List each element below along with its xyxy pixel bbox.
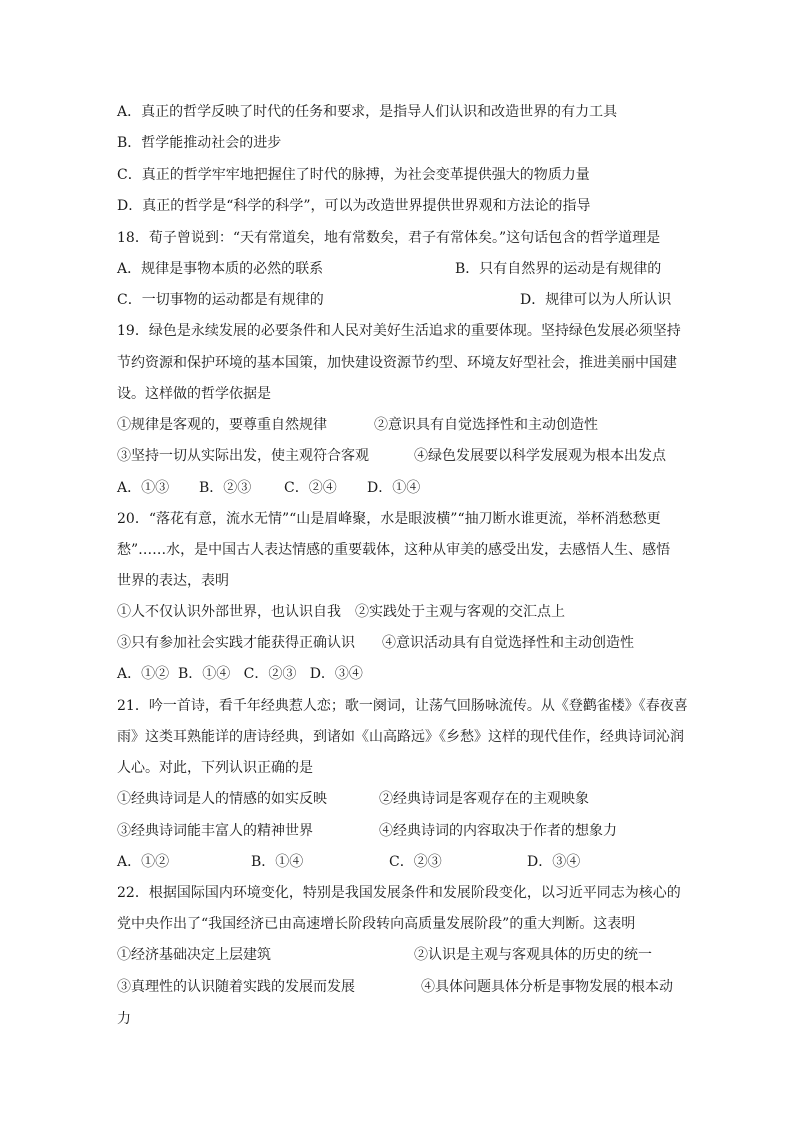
q18-option-d: D．规律可以为人所认识 — [520, 292, 672, 308]
q21-option-a: A．①② — [117, 854, 170, 870]
q19-item-2: ②意识具有自觉选择性和主动创造性 — [374, 417, 598, 433]
q21-item-3: ③经典诗词能丰富人的精神世界 — [117, 823, 313, 839]
q21-option-b: B．①④ — [251, 854, 304, 870]
q19-stem-line-3: 设。这样做的哲学依据是 — [117, 386, 271, 402]
q19-stem-line-1: 19．绿色是永续发展的必要条件和人民对美好生活追求的重要体现。坚持绿色发展必须坚持 — [117, 323, 681, 339]
q22-item-1: ①经济基础决定上层建筑 — [117, 947, 271, 963]
q21-option-c: C．②③ — [389, 854, 442, 870]
q17-option-a: A．真正的哲学反映了时代的任务和要求，是指导人们认识和改造世界的有力工具 — [117, 104, 618, 120]
q19-option-a: A．①③ — [117, 480, 170, 496]
q20-stem-line-1: 20．“落花有意，流水无情”“山是眉峰聚，水是眼波横”“抽刀断水谁更流，举杯消愁愁更 — [117, 511, 661, 527]
q19-option-c: C．②④ — [284, 480, 337, 496]
q20-stem-line-2: 愁”……水，是中国古人表达情感的重要载体，这种从审美的感受出发，去感悟人生、感悟 — [117, 542, 671, 558]
q18-option-a: A．规律是事物本质的必然的联系 — [117, 261, 324, 277]
q20-item-3: ③只有参加社会实践才能获得正确认识 — [117, 635, 355, 651]
q22-stem-line-1: 22．根据国际国内环境变化，特别是我国发展条件和发展阶段变化，以习近平同志为核心的 — [117, 885, 681, 901]
q21-item-2: ②经典诗词是客观存在的主观映象 — [379, 791, 589, 807]
q21-item-1: ①经典诗词是人的情感的如实反映 — [117, 791, 327, 807]
q20-stem-line-3: 世界的表达，表明 — [117, 573, 229, 589]
q17-option-d: D．真正的哲学是“科学的科学”，可以为改造世界提供世界观和方法论的指导 — [117, 198, 591, 214]
q21-stem-line-1: 21．吟一首诗，看千年经典惹人恋；歌一阕词，让荡气回肠咏流传。从《登鹳雀楼》《春夜喜 — [117, 698, 688, 714]
q20-item-4: ④意识活动具有自觉选择性和主动创造性 — [382, 635, 634, 651]
q19-item-1: ①规律是客观的，要尊重自然规律 — [117, 417, 327, 433]
q22-item-4-continuation: 力 — [117, 1011, 131, 1027]
q22-item-4: ④具体问题具体分析是事物发展的根本动 — [421, 979, 673, 995]
q18-option-c: C．一切事物的运动都是有规律的 — [117, 292, 324, 308]
q18-stem: 18．荀子曾说到：“天有常道矣，地有常数矣，君子有常体矣。”这句话包含的哲学道理是 — [117, 230, 661, 246]
q22-stem-line-2: 党中央作出了“我国经济已由高速增长阶段转向高质量发展阶段”的重大判断。这表明 — [117, 916, 636, 932]
q22-item-2: ②认识是主观与客观具体的历史的统一 — [414, 947, 652, 963]
q20-items-line-1: ①人不仅认识外部世界，也认识自我 ②实践处于主观与客观的交汇点上 — [117, 604, 565, 620]
q18-option-b: B．只有自然界的运动是有规律的 — [455, 261, 662, 277]
q21-item-4: ④经典诗词的内容取决于作者的想象力 — [379, 823, 617, 839]
q17-option-b: B．哲学能推动社会的进步 — [117, 135, 282, 151]
q19-option-d: D．①④ — [367, 480, 421, 496]
q22-item-3: ③真理性的认识随着实践的发展而发展 — [117, 979, 355, 995]
q19-item-3: ③坚持一切从实际出发，使主观符合客观 — [117, 448, 369, 464]
q17-option-c: C．真正的哲学牢牢地把握住了时代的脉搏，为社会变革提供强大的物质力量 — [117, 167, 590, 183]
q19-option-b: B．②③ — [199, 480, 252, 496]
q21-stem-line-3: 人心。对此，下列认识正确的是 — [117, 760, 313, 776]
q19-item-4: ④绿色发展要以科学发展观为根本出发点 — [414, 448, 666, 464]
q19-stem-line-2: 节约资源和保护环境的基本国策，加快建设资源节约型、环境友好型社会，推进美丽中国建 — [117, 355, 677, 371]
q20-options: A．①② B．①④ C．②③ D．③④ — [117, 666, 363, 682]
q21-stem-line-2: 雨》这类耳熟能详的唐诗经典，到诸如《山高路远》《乡愁》这样的现代佳作，经典诗词沁润 — [117, 729, 684, 745]
q21-option-d: D．③④ — [527, 854, 581, 870]
